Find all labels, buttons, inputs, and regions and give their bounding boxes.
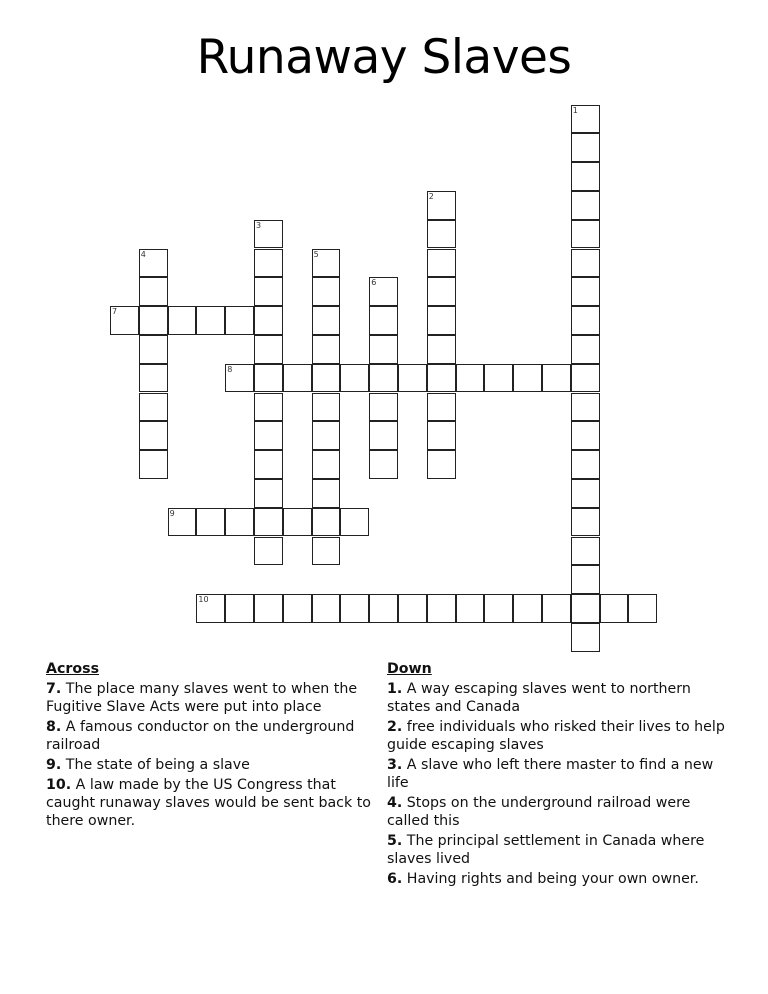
grid-cell[interactable]	[139, 335, 168, 364]
grid-cell[interactable]	[571, 162, 600, 191]
grid-cell[interactable]	[254, 537, 283, 566]
grid-cell[interactable]	[571, 594, 600, 623]
clue-number: 10.	[46, 777, 72, 793]
clue-number: 8.	[46, 719, 62, 735]
grid-cell[interactable]	[542, 594, 571, 623]
grid-cell[interactable]	[456, 594, 485, 623]
across-clue-9	[46, 756, 386, 774]
grid-cell[interactable]	[571, 421, 600, 450]
grid-cell[interactable]	[571, 537, 600, 566]
grid-cell[interactable]	[340, 364, 369, 393]
grid-cell[interactable]	[398, 594, 427, 623]
grid-cell[interactable]	[571, 565, 600, 594]
grid-cell[interactable]	[542, 364, 571, 393]
grid-cell[interactable]	[427, 594, 456, 623]
grid-cell[interactable]	[456, 364, 485, 393]
down-clue-2	[387, 718, 727, 754]
clue-number-label: 2	[428, 191, 434, 201]
grid-cell[interactable]	[340, 594, 369, 623]
grid-cell[interactable]	[225, 306, 254, 335]
clue-number-label: 6	[371, 278, 377, 288]
grid-cell[interactable]	[312, 364, 341, 393]
grid-cell[interactable]	[427, 277, 456, 306]
grid-cell[interactable]	[139, 306, 168, 335]
grid-cell[interactable]	[628, 594, 657, 623]
grid-cell[interactable]	[254, 479, 283, 508]
grid-cell[interactable]	[312, 537, 341, 566]
clue-number: 4.	[387, 795, 403, 811]
grid-cell[interactable]	[513, 594, 542, 623]
grid-cell[interactable]	[254, 364, 283, 393]
clue-text: The principal settlement in Canada where slaves lived	[387, 833, 705, 867]
grid-cell[interactable]	[312, 249, 341, 278]
grid-cell[interactable]	[571, 335, 600, 364]
page-title: Runaway Slaves	[196, 30, 572, 85]
clue-text: A way escaping slaves went to northern states and Canada	[387, 681, 691, 715]
grid-cell[interactable]	[225, 364, 254, 393]
grid-cell[interactable]	[571, 450, 600, 479]
grid-cell[interactable]	[571, 479, 600, 508]
grid-cell[interactable]	[571, 393, 600, 422]
down-clue-6	[387, 870, 727, 888]
grid-cell[interactable]	[312, 450, 341, 479]
clue-number-label: 8	[227, 364, 233, 374]
grid-cell[interactable]	[312, 277, 341, 306]
clue-text: A slave who left there master to find a new life	[387, 757, 714, 791]
grid-cell[interactable]	[369, 277, 398, 306]
grid-cell[interactable]	[484, 594, 513, 623]
grid-cell[interactable]	[196, 594, 225, 623]
grid-cell[interactable]	[571, 191, 600, 220]
grid-cell[interactable]	[369, 364, 398, 393]
grid-cell[interactable]	[427, 450, 456, 479]
grid-cell[interactable]	[369, 393, 398, 422]
grid-cell[interactable]	[254, 335, 283, 364]
grid-cell[interactable]	[254, 421, 283, 450]
grid-cell[interactable]	[369, 306, 398, 335]
grid-cell[interactable]	[571, 220, 600, 249]
across-clue-7	[46, 680, 386, 716]
grid-cell[interactable]	[139, 364, 168, 393]
grid-cell[interactable]	[168, 306, 197, 335]
grid-cell[interactable]	[254, 249, 283, 278]
grid-cell[interactable]	[427, 249, 456, 278]
clue-number-label: 1	[572, 105, 578, 115]
grid-cell[interactable]	[110, 306, 139, 335]
grid-cell[interactable]	[427, 220, 456, 249]
grid-cell[interactable]	[571, 508, 600, 537]
clue-text: Stops on the underground railroad were called this	[387, 795, 691, 829]
grid-cell[interactable]	[139, 277, 168, 306]
clue-number: 3.	[387, 757, 403, 773]
grid-cell[interactable]	[312, 508, 341, 537]
grid-cell[interactable]	[139, 393, 168, 422]
down-clue-5	[387, 832, 727, 868]
grid-cell[interactable]	[427, 335, 456, 364]
grid-cell[interactable]	[340, 508, 369, 537]
clue-text: Having rights and being your own owner.	[406, 871, 699, 887]
grid-cell[interactable]	[139, 421, 168, 450]
grid-cell[interactable]	[369, 594, 398, 623]
grid-cell[interactable]	[254, 220, 283, 249]
grid-cell[interactable]	[225, 508, 254, 537]
clue-number: 9.	[46, 757, 62, 773]
grid-cell[interactable]	[254, 594, 283, 623]
down-clue-1	[387, 680, 727, 716]
grid-cell[interactable]	[571, 277, 600, 306]
grid-cell[interactable]	[369, 335, 398, 364]
across-clue-10	[46, 776, 386, 830]
grid-cell[interactable]	[427, 191, 456, 220]
grid-cell[interactable]	[427, 393, 456, 422]
across-clues	[46, 660, 386, 832]
grid-cell[interactable]	[484, 364, 513, 393]
grid-cell[interactable]	[312, 594, 341, 623]
grid-cell[interactable]	[600, 594, 629, 623]
grid-cell[interactable]	[312, 393, 341, 422]
clue-number: 5.	[387, 833, 403, 849]
grid-cell[interactable]	[254, 450, 283, 479]
down-clues	[387, 660, 727, 890]
clue-number-label: 3	[256, 220, 262, 230]
grid-cell[interactable]	[312, 421, 341, 450]
clue-text: free individuals who risked their lives to help guide escaping slaves	[387, 719, 725, 753]
grid-cell[interactable]	[571, 133, 600, 162]
grid-cell[interactable]	[283, 508, 312, 537]
grid-cell[interactable]	[427, 364, 456, 393]
grid-cell[interactable]	[427, 306, 456, 335]
clue-number-label: 10	[198, 595, 209, 605]
clue-number: 2.	[387, 719, 403, 735]
across-heading: Across	[46, 661, 100, 677]
grid-cell[interactable]	[225, 594, 254, 623]
clue-number: 1.	[387, 681, 403, 697]
down-heading: Down	[387, 661, 432, 677]
grid-cell[interactable]	[369, 450, 398, 479]
grid-cell[interactable]	[254, 306, 283, 335]
clue-text: The state of being a slave	[65, 757, 250, 773]
grid-cell[interactable]	[571, 364, 600, 393]
clue-text: A law made by the US Congress that caught runaway slaves would be sent back to there owner.	[46, 777, 371, 829]
grid-cell[interactable]	[254, 277, 283, 306]
grid-cell[interactable]	[196, 306, 225, 335]
down-clue-4	[387, 794, 727, 830]
grid-cell[interactable]	[312, 479, 341, 508]
grid-cell[interactable]	[139, 249, 168, 278]
grid-cell[interactable]	[312, 306, 341, 335]
clue-number-label: 4	[140, 249, 146, 259]
clue-number-label: 5	[313, 249, 319, 259]
clue-number: 6.	[387, 871, 403, 887]
grid-cell[interactable]	[168, 508, 197, 537]
grid-cell[interactable]	[196, 508, 225, 537]
grid-cell[interactable]	[571, 306, 600, 335]
down-clue-3	[387, 756, 727, 792]
grid-cell[interactable]	[571, 623, 600, 652]
clue-text: A famous conductor on the underground railroad	[46, 719, 355, 753]
clue-number-label: 9	[169, 508, 175, 518]
clue-number-label: 7	[112, 307, 118, 317]
grid-cell[interactable]	[571, 249, 600, 278]
clue-text: The place many slaves went to when the Fugitive Slave Acts were put into place	[46, 681, 358, 715]
grid-cell[interactable]	[283, 364, 312, 393]
grid-cell[interactable]	[254, 508, 283, 537]
grid-cell[interactable]	[513, 364, 542, 393]
clue-number: 7.	[46, 681, 62, 697]
grid-cell[interactable]	[369, 421, 398, 450]
grid-cell[interactable]	[427, 421, 456, 450]
grid-cell[interactable]	[254, 393, 283, 422]
grid-cell[interactable]	[139, 450, 168, 479]
grid-cell[interactable]	[571, 105, 600, 134]
grid-cell[interactable]	[398, 364, 427, 393]
grid-cell[interactable]	[312, 335, 341, 364]
across-clue-8	[46, 718, 386, 754]
grid-cell[interactable]	[283, 594, 312, 623]
